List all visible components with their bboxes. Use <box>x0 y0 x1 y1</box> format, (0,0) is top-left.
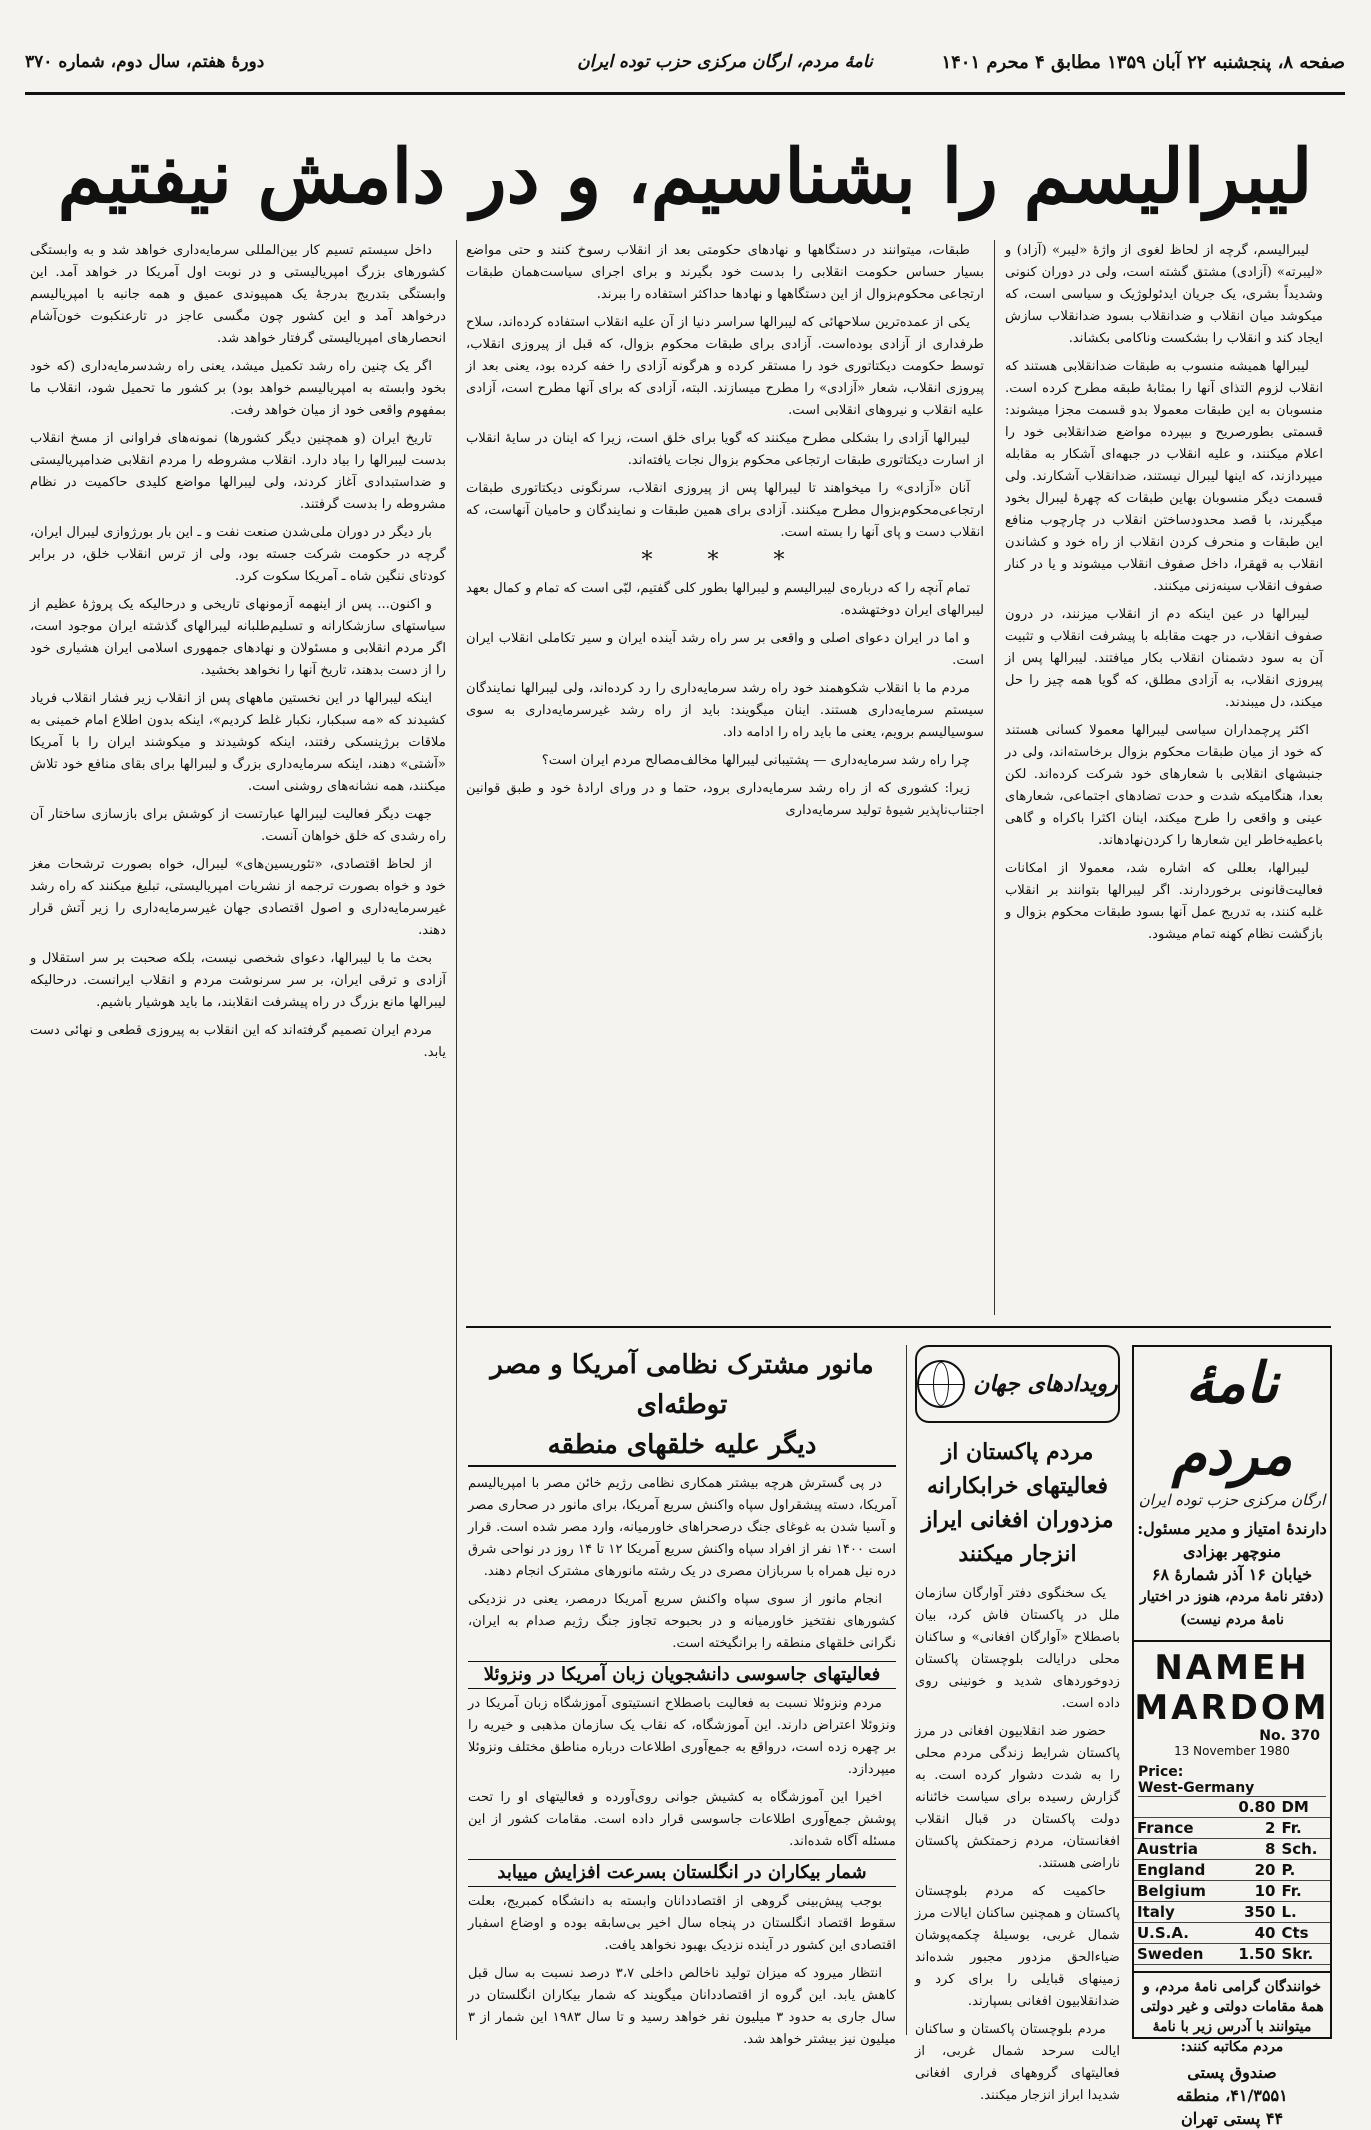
price-unit: P. <box>1278 1860 1330 1881</box>
price-country: Italy <box>1134 1902 1226 1923</box>
po-box-label: صندوق پستی <box>1187 2063 1277 2082</box>
article-paragraph: داخل سیستم تسیم کار بین‌المللی سرمایه‌داری خواهد شد و به وابستگی کشورهای بزرگ امپریالیستی و در نوبت اول آمریکا در خواهد آمد. این وابستگی بتدریج بدرجهٔ یک همپیوندی عمیق و همه جانبه با امپریالیسم درخواهد آمد و این کشور چون مگسی عاجز در تارعنکبوت خون‌آشام انحصارهای امپریالیستی گرفتار خواهد شد. <box>30 243 446 346</box>
news-paragraph: اخیرا این آموزشگاه به کشیش جوانی روی‌آورده و فعالیتهای او را تحت پوشش جمع‌آوری اطلاعات جاسوسی قرار داده است. مقامات کشور از این مسئله آگاه شده‌اند. <box>468 1790 896 1849</box>
article-paragraph: لیبرالها همیشه منسوب به طبقات ضدانقلابی هستند که انقلاب لزوم التذای آنها را بمثابهٔ طبقه مطرح کرده است. منسوبان به این طبقات معمولا بدو قسمت مجزا میشوند: قسمتی بطورصریح و بیپرده مواضع ضدانقلابی خود را اعلام میکنند، و علیه انقلاب در جبهه‌ای آشکار به مقابله میپردازند، که اینها لیبرال نیستند، ضدانقلاب آشکارند. ولی قسمت دیگر منسوبان بهاین طبقات که چهرهٔ لیبرال بخود میگیرند، با قصد محدودساختن انقلاب در چارچوب منافع این طبقات و منحرف کردن انقلاب از راه خود و کشاندن انقلاب به قهقرا، داخل صفوف انقلاب میشوند و یا در کنار صفوف انقلاب سینه‌زنی میکنند. <box>1005 359 1323 594</box>
price-row <box>1134 1860 1330 1881</box>
world-news-logo <box>915 1345 1120 1423</box>
price-row <box>1134 1818 1330 1839</box>
article-paragraph: مردم ما با انقلاب شکوهمند خود راه رشد سرمایه‌داری را رد کرده‌اند، ولی لیبرالها نمایندگان سیستم سرمایه‌داری هستند. اینان میگویند: باید از راه رشد غیرسرمایه‌داری به سوی سوسیالیسم برویم، یعنی ما باید راه را ادامه داد. <box>466 681 984 740</box>
masthead-title: نامهٔ مردم <box>1171 1350 1293 1488</box>
header-date: صفحه ۸، پنجشنبه ۲۲ آبان ۱۳۵۹ مطابق ۴ محرم ۱۴۰۱ <box>941 52 1345 73</box>
price-country: Austria <box>1134 1839 1226 1860</box>
article-paragraph: بار دیگر در دوران ملی‌شدن صنعت نفت و ـ این بار بورژوازی لیبرال ایران، گرچه در حکومت شرکت جسته بود، ولی از ترس انقلاب خلق، در برابر کودتای ننگین شاه ـ آمریکا سکوت کرد. <box>30 525 446 584</box>
news-paragraph: حاکمیت که مردم بلوچستان پاکستان و همچنین ساکنان ایالات مرز شمال غربی، بوسیلهٔ چکمه‌پوشان ضیاءالحق مزدور مجبور شده‌اند زمینهای قبایلی را برای کرد و ضدانقلابیون افغانی بسپارند. <box>915 1884 1120 2009</box>
price-unit: L. <box>1278 1902 1330 1923</box>
article-paragraph: اگر یک چنین راه رشد تکمیل میشد، یعنی راه رشدسرمایه‌داری (که خود بخود وابسته به امپریالیسم خواهد بود) بر کشور ما تحمیل شود، انقلاب ما بمفهوم واقعی خود از میان خواهد رفت. <box>30 359 446 418</box>
price-unit: DM <box>1278 1797 1330 1818</box>
news-subhead-venezuela: فعالیتهای جاسوسی دانشجویان زبان آمریکا در ونزوئلا <box>468 1661 896 1689</box>
price-unit: Fr. <box>1278 1881 1330 1902</box>
main-headline: لیبرالیسم را بشناسیم، و در دامش نیفتیم <box>57 134 1313 220</box>
price-amount: 8 <box>1226 1839 1279 1860</box>
section-divider <box>466 1326 1331 1328</box>
article-paragraph: مردم ایران تصمیم گرفته‌اند که این انقلاب به پیروزی قطعی و نهائی دست یابد. <box>30 1023 446 1060</box>
news-paragraph: در پی گسترش هرچه بیشتر همکاری نظامی رژیم خائن مصر با امپریالیسم آمریکا، دسته پیشقراول سپاه واکنش سریع آمریکا، برای مانور در صحاری مصر و آسیا شدن به غوغای جنگ درصحراهای خاورمیانه، وارد مصر شده است. قرار است ۱۴۰۰ نفر از افراد سپاه واکنش سریع آمریکا ۱۲ تا ۱۴ روز در نواحی شرق دره نیل همراه با سربازان مصری در یک رشته مانورهای مشترک انجام دهند. <box>468 1476 897 1579</box>
news-paragraph: انتظار میرود که میزان تولید ناخالص داخلی ۳،۷ درصد نسبت به سال قبل کاهش یابد. این گروه از اقتصاددانان میگویند که شمار بیکاران انگلستان در سال جاری به حدود ۳ میلیون نفر خواهد رسید و تا سال ۱۹۸۳ این شمار از ۳ میلیون نیز بیشتر خواهد شد. <box>468 1966 896 2047</box>
article-paragraph: لیبرالها آزادی را بشکلی مطرح میکنند که گویا برای خلق است، زیرا که اینان در سایهٔ انقلاب از اسارت دیکتاتوری طبقات ارتجاعی محکوم بزوال نجات یافته‌اند. <box>466 431 984 468</box>
masthead-subtitle: ارگان مرکزی حزب توده ایران <box>1138 1491 1326 1509</box>
globe-icon <box>917 1360 965 1408</box>
price-amount: 0.80 <box>1226 1797 1279 1818</box>
article-column-1 <box>1005 240 1323 1315</box>
news-title-line2: دیگر علیه خلقهای منطقه <box>468 1425 896 1467</box>
price-country: England <box>1134 1860 1226 1881</box>
price-row <box>1134 1923 1330 1944</box>
article-paragraph: از لحاظ اقتصادی، «تئوریسین‌های» لیبرال، خواه بصورت ترشحات مغز خود و خواه بصورت ترجمه از نشریات امپریالیستی، تبلیغ میکنند که راه رشد غیرسرمایه‌داری و اصول اقتصادی جهان غیرسرمایه‌داری را زیر آتش قرار دهند. <box>30 857 446 938</box>
article-paragraph: زیرا: کشوری که از راه رشد سرمایه‌داری برود، حتما و در ورای ارادهٔ خود و طبق قوانین اجتناب‌ناپذیر شیوهٔ تولید سرمایه‌داری <box>466 781 984 818</box>
news-subhead-england: شمار بیکاران در انگلستان بسرعت افزایش مییابد <box>468 1859 896 1887</box>
news-paragraph: بوجب پیش‌بینی گروهی از اقتصاددانان وابسته به دانشگاه کمبریج، بعلت سقوط اقتصاد انگلستان در پنجاه سال اخیر بی‌سابقه بوده و اوضاع اسفبار اقتصادی این کشور در آینده نزدیک بهبود نخواهد یافت. <box>468 1894 896 1953</box>
price-amount: 350 <box>1226 1902 1279 1923</box>
article-paragraph: جهت دیگر فعالیت لیبرالها عبارتست از کوشش برای باز‌سازی ساختار آن راه رشدی که خلق خواهان آنست. <box>30 807 446 844</box>
office-note: (دفتر نامهٔ مردم، هنوز در اختیار نامهٔ مردم نیست) <box>1139 1589 1325 1628</box>
po-box-number: ۴۱/۳۵۵۱، منطقه <box>1176 2086 1288 2105</box>
article-paragraph: و اکنون... پس از اینهمه آزمونهای تاریخی و درحالیکه یک پروژهٔ عظیم از سیاستهای سازشکارانه و تسلیم‌طلبانه لیبرالهای گذشته ایران موجود است، اگر مردم انقلابی و مسئولان و نهادهای جمهوری اسلامی ایران هشیاری خود را از دست بدهند، تاریخ آنها را نخواهد بخشید. <box>30 597 446 678</box>
article-paragraph: تاریخ ایران (و همچنین دیگر کشورها) نمونه‌های فراوانی از مسخ انقلاب بدست لیبرالها را بیاد دارد. انقلاب مشروطه را مردم انقلابی ضدامپریالیستی و ضداستبدادی آغاز کردند، ولی لیبرالها مواضع کلیدی حاکمیت در نظام مشروطه را بدست گرفتند. <box>30 431 446 512</box>
world-news-title: مردم پاکستان از فعالیتهای خرابکارانه مزدوران افغانی ایراز انزجار میکنند <box>921 1439 1114 1567</box>
section-stars: * * * <box>641 548 809 573</box>
price-row <box>1134 1839 1330 1860</box>
price-unit: Sch. <box>1278 1839 1330 1860</box>
article-paragraph: آنان «آزادی» را میخواهند تا لیبرالها پس از پیروزی انقلاب، سرنگونی دیکتاتوری طبقات ارتجاعی‌محکوم‌بزوال مطرح میکنند. آزادی برای همین طبقات و نمایندگان و حامیان آنهاست، که انقلاب دست و پای آنها را بسته است. <box>466 481 984 540</box>
news-block <box>468 1345 897 2047</box>
news-paragraph: یک سخنگوی دفتر آوارگان سازمان ملل در پاکستان فاش کرد، بیان باصطلاح «آوارگان افغانی» و ساکنان محلی درایالت بلوچستان پاکستان زدوخوردهای شدید و خونینی روی داده است. <box>915 1586 1120 1711</box>
price-row <box>1134 1902 1330 1923</box>
issue-date: 13 November 1980 <box>1174 1744 1290 1758</box>
article-paragraph: اکثر پرچمداران سیاسی لیبرالها معمولا کسانی هستند که خود از میان طبقات محکوم بزوال برخاسته‌اند، ولی در جنبشهای انقلابی با شعارهای خود شرکت کرده‌اند. لکن بعدا، هنگامیکه شدت و حدت تضادهای اجتماعی، شعارهای عینی و واقعی را طرح میکند، اینان اکثرا باکراه و گاهی باعطیه‌خاطر این شعارها را کردن‌نهادهاند. <box>1005 723 1323 848</box>
header-masthead: نامهٔ مردم، ارگان مرکزی حزب توده ایران <box>577 52 873 72</box>
column-divider <box>994 240 995 1315</box>
price-amount: 1.50 <box>1226 1944 1279 1965</box>
article-paragraph: تمام آنچه را که درباره‌ی لیبرالیسم و لیبرالها بطور کلی گفتیم، لبّی است که تمام و کمال بعهد لیبرالهای ایران دوختهشده. <box>466 581 984 618</box>
issue-number: No. 370 <box>1259 1728 1320 1744</box>
office-address: خیابان ۱۶ آذر شمارهٔ ۶۸ <box>1151 1565 1313 1584</box>
latin-title-nameh: NAMEH <box>1154 1648 1310 1688</box>
price-country: Belgium <box>1134 1881 1226 1902</box>
news-title-line1: مانور مشترک نظامی آمریکا و مصر توطئه‌ای <box>490 1350 874 1420</box>
readers-note: خوانندگان گرامی نامهٔ مردم، و همهٔ مقامات دولتی و غیر دولتی میتوانند با آدرس زیر با نامهٔ مردم مکاتبه کنند: <box>1134 1971 1330 2061</box>
owner-label: دارندهٔ امتیاز و مدیر مسئول: <box>1137 1519 1327 1538</box>
article-paragraph: یکی از عمده‌ترین سلاحهائی که لیبرالها سراسر دنیا از آن علیه انقلاب استفاده کرده‌اند، سلاح طرفداری از آزادی بوده‌است. آزادی برای طبقات محکوم بزوال، که قبل از پیروزی انقلاب، توسط حکومت دیکتاتوری خود را مستقر کرده و هرگونه آزادی را خفه کرده بود، یعنی بعد از پیروزی انقلاب، شعار «آزادی» را مطرح میسازند. البته، آزادی که برای آنها مطرح است، آزادی علیه انقلاب و نیروهای انقلابی است. <box>466 315 984 418</box>
price-amount: 20 <box>1226 1860 1279 1881</box>
news-paragraph: حضور ضد انقلابیون افغانی در مرز پاکستان شرایط زندگی مردم محلی را به شدت دشوار کرده است. به گزارش رسیده برای سیاست خائنانه دولت پاکستان در قبال انقلاب افغانستان، مردم زحمتکش پاکستان ناراضی هستند. <box>915 1724 1120 1871</box>
news-paragraph: مردم بلوچستان پاکستان و ساکنان ایالت سرحد شمال غربی، از فعالیتهای گروههای فراری افغانی شدیدا ابراز انزجار میکنند. <box>915 2022 1120 2103</box>
price-unit: Cts <box>1278 1923 1330 1944</box>
price-row <box>1134 1881 1330 1902</box>
news-paragraph: مردم ونزوئلا نسبت به فعالیت باصطلاح انستیتوی آموزشگاه زبان آمریکا در ونزوئلا اعتراض دارند. این آموزشگاه، که نقاب یک سازمان مذهبی و خیریه را بر چهره زده است، درواقع به جمع‌آوری اطلاعات درباره مناطق مختلف ونزوئلا میپردازد. <box>468 1696 896 1777</box>
article-column-3 <box>30 240 446 2040</box>
article-paragraph: لیبرالیسم، گرچه از لحاظ لغوی از واژهٔ «لیبر» (آزاد) و «لیبرته» (آزادی) مشتق گشته است، ولی در دوران کنونی وشدیداً بشری، یک جریان ایدئولوژیک و سیاسی است، که میکوشد میان انقلاب و ضدانقلاب بسود ضدانقلاب سازش ایجاد کند و انقلاب را بشکست وناکامی بکشاند. <box>1005 243 1323 346</box>
page-header <box>25 38 1345 95</box>
po-box-city: ۴۴ پستی تهران <box>1180 2109 1284 2128</box>
latin-masthead <box>1134 1640 1330 1758</box>
price-row <box>1134 1944 1330 1965</box>
column-divider <box>456 240 457 2040</box>
article-paragraph: چرا راه رشد سرمایه‌داری — پشتیبانی لیبرالها مخالف‌مصالح مردم ایران است؟ <box>541 753 970 768</box>
price-region: West-Germany <box>1138 1780 1326 1797</box>
price-row <box>1134 1797 1330 1818</box>
header-issue: دورهٔ هفتم، سال دوم، شماره ۳۷۰ <box>25 52 265 72</box>
price-unit: Skr. <box>1278 1944 1330 1965</box>
price-table <box>1134 1797 1330 1965</box>
owner-name: منوچهر بهزادی <box>1182 1542 1282 1561</box>
article-paragraph: بحث ما با لیبرالها، دعوای شخصی نیست، بلکه صحبت بر سر استقلال و آزادی و ترقی ایران، بر سر سرنوشت مردم و انقلاب ایرانست. درحالیکه لیبرالها مانع بزرگ در راه پیشرفت انقلابند، ما باید هوشیار باشیم. <box>30 951 446 1010</box>
world-news-column <box>915 1345 1120 2103</box>
article-paragraph: لیبرالها، بعللی که اشاره شد، معمولا از امکانات فعالیت‌قانونی برخوردارند. اگر لیبرالها بتوانند بر انقلاب غلبه کنند، به تدریج عمل آنها بسود طبقات محکوم بزوال و بازگشت نظام کهنه تمام میشود. <box>1005 861 1323 942</box>
article-paragraph: و اما در ایران دعوای اصلی و واقعی بر سر راه رشد آینده ایران و سیر تکاملی انقلاب ایران است. <box>466 631 984 668</box>
price-label: Price: <box>1138 1764 1184 1780</box>
price-country: France <box>1134 1818 1226 1839</box>
price-country: Sweden <box>1134 1944 1226 1965</box>
price-country <box>1134 1797 1226 1818</box>
price-country: U.S.A. <box>1134 1923 1226 1944</box>
price-amount: 2 <box>1226 1818 1279 1839</box>
article-paragraph: طبقات، میتوانند در دستگاهها و نهادهای حکومتی بعد از انقلاب رسوخ کنند و حتی مواضع بسیار حساس حکومت انقلابی را بدست خود بگیرند و برای اجرای سیاست‌همان طبقات ارتجاعی محکوم‌بزوال از این دستگاهها و نهادها حداکثر استفاده را ببرند. <box>466 243 984 302</box>
world-news-logo-text: رویدادهای جهان <box>973 1371 1118 1397</box>
price-unit: Fr. <box>1278 1818 1330 1839</box>
article-paragraph: اینکه لیبرالها در این نخستین ماههای پس از انقلاب زیر فشار انقلاب فریاد کشیدند که «مه سبکبار، نکبار غلط کردیم»، اینکه بدون اطلاع امام خمینی به ملاقات برژینسکی رفتند، اینکه کوشیدند و میکوشند ایران را با آمریکا «آشتی» دهند، اینکه سرمایه‌داری بزرگ و لیبرالها برای بقای منافع خود تلاش میکنند، همه نشانه‌های روشنی است. <box>30 691 446 794</box>
article-paragraph: لیبرالها در عین اینکه دم از انقلاب میزنند، در درون صفوف انقلاب، در جهت مقابله با پیشرفت انقلاب و تثبیت آن به سود دشمنان انقلاب بکار میافتند. لیبرالها پس از پیروزی انقلاب، به آزادی مطلق، که گویا همه چیز را حل میکند، دل میبندند. <box>1005 607 1323 710</box>
column-divider <box>906 1345 907 2035</box>
price-amount: 10 <box>1226 1881 1279 1902</box>
masthead-box <box>1132 1345 1332 2128</box>
price-amount: 40 <box>1226 1923 1279 1944</box>
news-paragraph: انجام مانور از سوی سپاه واکنش سریع آمریکا درمصر، یعنی در نزدیکی کشورهای نفتخیز خاورمیانه و در بحبوحه تجاوز جنگ رژیم صدام به ایران، نگرانی خلقهای منطقه را برانگیخته است. <box>468 1592 896 1651</box>
latin-title-mardom: MARDOM <box>1134 1688 1330 1728</box>
article-column-2 <box>466 240 984 1315</box>
